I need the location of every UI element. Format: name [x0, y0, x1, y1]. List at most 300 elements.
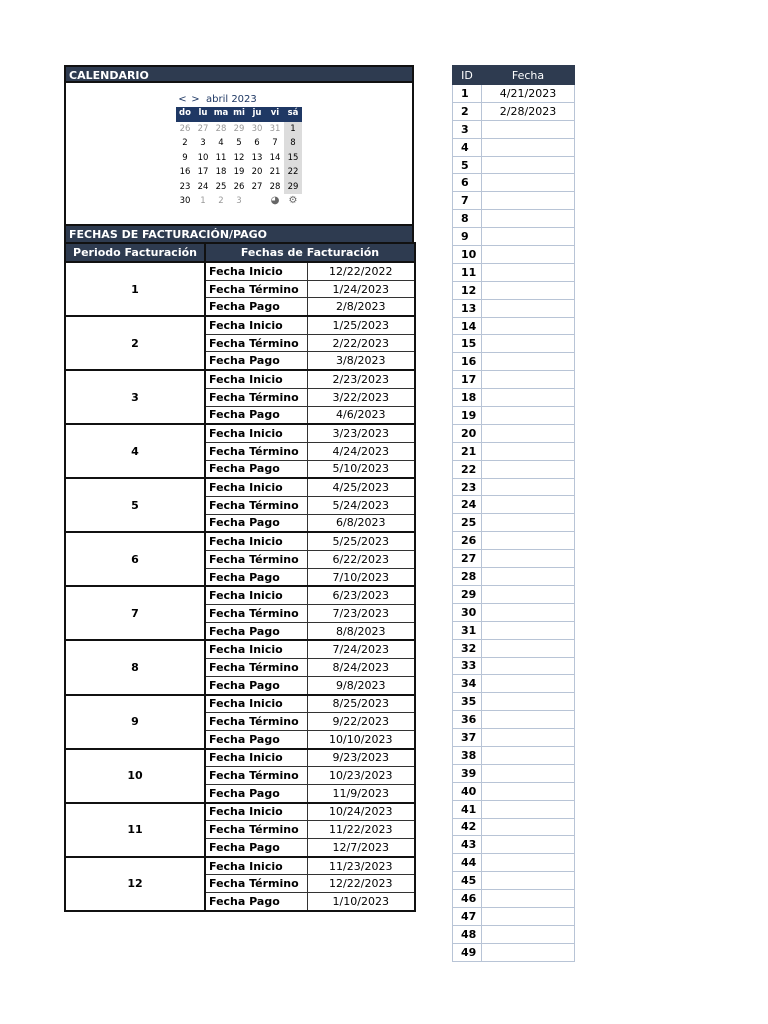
id-cell: 5	[453, 156, 482, 174]
billing-row	[65, 316, 415, 334]
date-type-label: Fecha Inicio	[205, 640, 307, 658]
id-row	[453, 478, 575, 496]
date-type-label: Fecha Pago	[205, 514, 307, 532]
fecha-cell[interactable]	[482, 854, 575, 872]
fecha-cell[interactable]	[482, 371, 575, 389]
date-type-label: Fecha Inicio	[205, 532, 307, 550]
fecha-cell[interactable]	[482, 782, 575, 800]
calendar-day[interactable]: 30	[179, 196, 191, 206]
id-row	[453, 138, 575, 156]
date-value[interactable]: 4/6/2023	[307, 406, 415, 424]
fecha-cell[interactable]	[482, 389, 575, 407]
date-type-label: Fecha Pago	[205, 893, 307, 911]
id-row	[453, 299, 575, 317]
fecha-cell[interactable]	[482, 246, 575, 264]
id-cell: 1	[453, 85, 482, 103]
calendar-day[interactable]: 1	[284, 122, 302, 137]
date-type-label: Fecha Pago	[205, 839, 307, 857]
weekday-header: mi	[230, 107, 248, 122]
fecha-cell[interactable]	[482, 872, 575, 890]
date-type-label: Fecha Pago	[205, 406, 307, 424]
date-type-label: Fecha Pago	[205, 784, 307, 802]
date-value[interactable]: 1/24/2023	[307, 280, 415, 298]
id-cell: 42	[453, 818, 482, 836]
id-cell: 13	[453, 299, 482, 317]
id-row	[453, 711, 575, 729]
date-type-label: Fecha Inicio	[205, 695, 307, 713]
id-row	[453, 907, 575, 925]
date-type-label: Fecha Inicio	[205, 586, 307, 604]
calendar-day[interactable]: 20	[251, 167, 263, 177]
id-row	[453, 800, 575, 818]
id-row	[453, 925, 575, 943]
id-row	[453, 693, 575, 711]
date-value[interactable]: 6/8/2023	[307, 514, 415, 532]
id-cell: 19	[453, 407, 482, 425]
date-type-label: Fecha Pago	[205, 730, 307, 748]
fecha-cell[interactable]	[482, 317, 575, 335]
calendar-day[interactable]: 16	[179, 167, 191, 177]
id-row	[453, 943, 575, 961]
calendar-day[interactable]: 28	[215, 123, 227, 134]
fecha-cell[interactable]	[482, 424, 575, 442]
calendar-day[interactable]: 1	[200, 196, 206, 206]
id-cell: 32	[453, 639, 482, 657]
id-cell: 38	[453, 746, 482, 764]
date-type-label: Fecha Término	[205, 767, 307, 785]
period-number: 10	[65, 749, 205, 803]
fecha-cell[interactable]	[482, 532, 575, 550]
date-value[interactable]: 7/23/2023	[307, 605, 415, 623]
id-cell: 9	[453, 228, 482, 246]
calendar-day[interactable]: 15	[284, 151, 302, 166]
period-number: 5	[65, 478, 205, 532]
date-type-label: Fecha Pago	[205, 352, 307, 370]
date-value[interactable]: 11/23/2023	[307, 857, 415, 875]
id-row	[453, 890, 575, 908]
id-row	[453, 603, 575, 621]
billing-row	[65, 640, 415, 658]
next-month-button[interactable]: >	[191, 94, 200, 105]
calendar-day[interactable]: 19	[233, 167, 245, 177]
clock-icon[interactable]: ◕	[270, 195, 280, 206]
id-row	[453, 514, 575, 532]
fecha-cell[interactable]	[482, 138, 575, 156]
date-value[interactable]: 1/25/2023	[307, 316, 415, 334]
id-cell: 25	[453, 514, 482, 532]
date-value[interactable]: 9/22/2023	[307, 713, 415, 731]
id-row	[453, 818, 575, 836]
fecha-cell[interactable]	[482, 228, 575, 246]
billing-table	[64, 242, 416, 912]
id-row	[453, 764, 575, 782]
calendar-day[interactable]: 24	[197, 181, 209, 192]
fecha-cell[interactable]	[482, 120, 575, 138]
date-value[interactable]: 10/10/2023	[307, 730, 415, 748]
id-row	[453, 389, 575, 407]
id-row	[453, 550, 575, 568]
fecha-cell[interactable]	[482, 603, 575, 621]
date-value[interactable]: 9/8/2023	[307, 676, 415, 694]
calendar-day[interactable]: 5	[236, 138, 242, 148]
id-row	[453, 120, 575, 138]
id-cell: 48	[453, 925, 482, 943]
date-type-label: Fecha Pago	[205, 460, 307, 478]
fecha-cell[interactable]	[482, 478, 575, 496]
calendar-day[interactable]: 10	[197, 152, 209, 163]
billing-row	[65, 532, 415, 550]
calendar-day[interactable]: 11	[215, 152, 227, 163]
date-type-label: Fecha Término	[205, 334, 307, 352]
calendar-day[interactable]: 29	[233, 123, 245, 134]
id-row	[453, 782, 575, 800]
billing-row	[65, 370, 415, 388]
period-number: 12	[65, 857, 205, 911]
period-number: 2	[65, 316, 205, 370]
date-type-label: Fecha Pago	[205, 298, 307, 316]
id-cell: 21	[453, 442, 482, 460]
period-column-header: Periodo Facturación	[65, 243, 205, 262]
date-value[interactable]: 4/25/2023	[307, 478, 415, 496]
fecha-cell[interactable]	[482, 442, 575, 460]
fecha-cell[interactable]	[482, 335, 575, 353]
date-value[interactable]: 2/23/2023	[307, 370, 415, 388]
calendar-day[interactable]: 21	[269, 167, 281, 177]
fecha-cell[interactable]	[482, 907, 575, 925]
fecha-cell[interactable]	[482, 639, 575, 657]
calendar-day[interactable]: 4	[218, 138, 224, 148]
calendar-day[interactable]: 25	[215, 181, 227, 192]
weekday-header: vi	[266, 107, 284, 122]
date-value[interactable]: 6/22/2023	[307, 551, 415, 569]
date-value[interactable]: 9/23/2023	[307, 749, 415, 767]
calendar-day[interactable]: 14	[269, 152, 281, 163]
id-row	[453, 210, 575, 228]
id-cell: 15	[453, 335, 482, 353]
date-type-label: Fecha Inicio	[205, 803, 307, 821]
id-cell: 2	[453, 102, 482, 120]
id-row	[453, 460, 575, 478]
id-row	[453, 335, 575, 353]
fecha-cell[interactable]	[482, 299, 575, 317]
id-cell: 26	[453, 532, 482, 550]
calendar-nav	[176, 93, 306, 107]
date-type-label: Fecha Término	[205, 551, 307, 569]
calendar-day[interactable]: 9	[182, 152, 188, 163]
date-value[interactable]: 2/22/2023	[307, 334, 415, 352]
id-cell: 10	[453, 246, 482, 264]
fecha-cell[interactable]	[482, 353, 575, 371]
calendar-day[interactable]: 26	[233, 181, 245, 192]
period-number: 4	[65, 424, 205, 478]
id-row	[453, 424, 575, 442]
date-type-label: Fecha Término	[205, 713, 307, 731]
id-row	[453, 836, 575, 854]
period-number: 11	[65, 803, 205, 857]
id-cell: 46	[453, 890, 482, 908]
date-type-label: Fecha Pago	[205, 568, 307, 586]
id-cell: 31	[453, 621, 482, 639]
id-row	[453, 156, 575, 174]
fecha-column-header: Fecha	[482, 66, 575, 85]
calendar-day[interactable]: 23	[179, 181, 191, 192]
billing-row	[65, 803, 415, 821]
calendar-day[interactable]: 27	[251, 181, 263, 192]
date-value[interactable]: 7/10/2023	[307, 568, 415, 586]
calendar-day[interactable]: 26	[179, 123, 191, 134]
date-type-label: Fecha Término	[205, 388, 307, 406]
id-cell: 11	[453, 263, 482, 281]
id-cell: 40	[453, 782, 482, 800]
fecha-cell[interactable]	[482, 746, 575, 764]
billing-row	[65, 695, 415, 713]
billing-row	[65, 262, 415, 280]
period-number: 3	[65, 370, 205, 424]
id-cell: 37	[453, 729, 482, 747]
fecha-cell[interactable]	[482, 621, 575, 639]
calendar-day[interactable]: 2	[218, 196, 224, 206]
id-cell: 28	[453, 568, 482, 586]
weekday-header: ma	[212, 107, 230, 122]
calendar-day[interactable]: 6	[254, 138, 260, 148]
id-cell: 16	[453, 353, 482, 371]
date-type-label: Fecha Término	[205, 496, 307, 514]
id-row	[453, 192, 575, 210]
fecha-cell[interactable]	[482, 192, 575, 210]
date-value[interactable]: 8/24/2023	[307, 659, 415, 677]
id-row	[453, 228, 575, 246]
id-row	[453, 746, 575, 764]
id-row	[453, 442, 575, 460]
id-row	[453, 353, 575, 371]
date-type-label: Fecha Pago	[205, 676, 307, 694]
fecha-cell[interactable]	[482, 263, 575, 281]
calendar-day[interactable]: 18	[215, 167, 227, 177]
fecha-cell[interactable]	[482, 836, 575, 854]
id-row	[453, 657, 575, 675]
fecha-cell[interactable]: 2/28/2023	[482, 102, 575, 120]
date-value[interactable]: 7/24/2023	[307, 640, 415, 658]
id-cell: 17	[453, 371, 482, 389]
billing-row	[65, 424, 415, 442]
period-number: 7	[65, 586, 205, 640]
fecha-cell[interactable]	[482, 550, 575, 568]
fecha-cell[interactable]	[482, 943, 575, 961]
fecha-cell[interactable]	[482, 281, 575, 299]
id-cell: 12	[453, 281, 482, 299]
date-type-label: Fecha Término	[205, 659, 307, 677]
date-type-label: Fecha Inicio	[205, 478, 307, 496]
gear-icon[interactable]: ⚙	[288, 195, 298, 206]
date-value[interactable]: 4/24/2023	[307, 442, 415, 460]
date-value[interactable]: 8/25/2023	[307, 695, 415, 713]
id-cell: 49	[453, 943, 482, 961]
id-row	[453, 532, 575, 550]
date-type-label: Fecha Inicio	[205, 370, 307, 388]
period-number: 1	[65, 262, 205, 316]
fecha-cell[interactable]	[482, 496, 575, 514]
fecha-cell[interactable]	[482, 407, 575, 425]
calendar-grid	[176, 107, 306, 209]
date-value[interactable]: 10/23/2023	[307, 767, 415, 785]
id-cell: 22	[453, 460, 482, 478]
date-value[interactable]: 1/10/2023	[307, 893, 415, 911]
id-row	[453, 585, 575, 603]
date-value[interactable]: 12/22/2023	[307, 875, 415, 893]
date-value[interactable]: 12/22/2022	[307, 262, 415, 280]
fecha-cell[interactable]: 4/21/2023	[482, 85, 575, 103]
date-value[interactable]: 12/7/2023	[307, 839, 415, 857]
fecha-cell[interactable]	[482, 675, 575, 693]
id-row	[453, 281, 575, 299]
date-type-label: Fecha Inicio	[205, 316, 307, 334]
billing-row	[65, 857, 415, 875]
billing-row	[65, 749, 415, 767]
fecha-cell[interactable]	[482, 711, 575, 729]
calendar-day[interactable]: 13	[251, 152, 263, 163]
date-value[interactable]: 5/25/2023	[307, 532, 415, 550]
fecha-cell[interactable]	[482, 729, 575, 747]
id-row	[453, 854, 575, 872]
billing-header-row	[65, 243, 415, 262]
calendar-day[interactable]: 12	[233, 152, 245, 163]
date-value[interactable]: 5/10/2023	[307, 460, 415, 478]
id-row	[453, 872, 575, 890]
calendar-day[interactable]: 29	[284, 180, 302, 195]
prev-month-button[interactable]: <	[178, 94, 187, 105]
weekday-header: lu	[194, 107, 212, 122]
fecha-cell[interactable]	[482, 818, 575, 836]
weekday-header: ju	[248, 107, 266, 122]
dates-column-header: Fechas de Facturación	[205, 243, 415, 262]
date-value[interactable]: 3/8/2023	[307, 352, 415, 370]
id-row	[453, 317, 575, 335]
id-cell: 33	[453, 657, 482, 675]
id-header-row	[453, 66, 575, 85]
id-row	[453, 496, 575, 514]
id-cell: 18	[453, 389, 482, 407]
fecha-cell[interactable]	[482, 693, 575, 711]
calendar-month-label[interactable]: abril 2023	[206, 94, 257, 105]
calendar-section-title: CALENDARIO	[64, 65, 414, 83]
calendar-day[interactable]: 3	[236, 196, 242, 206]
weekday-header: do	[176, 107, 194, 122]
id-cell: 35	[453, 693, 482, 711]
id-row	[453, 246, 575, 264]
date-type-label: Fecha Inicio	[205, 424, 307, 442]
calendar-day[interactable]: 17	[197, 167, 209, 177]
calendar-day[interactable]: 8	[284, 136, 302, 151]
date-value[interactable]: 2/8/2023	[307, 298, 415, 316]
id-cell: 7	[453, 192, 482, 210]
calendar-day[interactable]: 3	[200, 138, 206, 148]
fecha-cell[interactable]	[482, 800, 575, 818]
date-type-label: Fecha Término	[205, 605, 307, 623]
id-row	[453, 621, 575, 639]
fecha-cell[interactable]	[482, 568, 575, 586]
billing-row	[65, 478, 415, 496]
calendar-empty-cell	[248, 194, 266, 209]
id-row	[453, 85, 575, 103]
id-cell: 8	[453, 210, 482, 228]
fecha-cell[interactable]	[482, 210, 575, 228]
date-type-label: Fecha Inicio	[205, 262, 307, 280]
id-row	[453, 568, 575, 586]
date-type-label: Fecha Término	[205, 442, 307, 460]
date-value[interactable]: 10/24/2023	[307, 803, 415, 821]
date-value[interactable]: 3/22/2023	[307, 388, 415, 406]
calendar-day[interactable]: 30	[251, 123, 263, 134]
calendar-box	[64, 83, 414, 224]
calendar-day[interactable]: 22	[284, 165, 302, 180]
date-value[interactable]: 6/23/2023	[307, 586, 415, 604]
period-number: 6	[65, 532, 205, 586]
id-cell: 44	[453, 854, 482, 872]
id-row	[453, 102, 575, 120]
billing-section-title: FECHAS DE FACTURACIÓN/PAGO	[64, 224, 414, 242]
id-cell: 47	[453, 907, 482, 925]
id-cell: 3	[453, 120, 482, 138]
calendar-day[interactable]: 31	[269, 123, 281, 134]
id-cell: 14	[453, 317, 482, 335]
id-cell: 36	[453, 711, 482, 729]
fecha-cell[interactable]	[482, 174, 575, 192]
calendar-day[interactable]: 7	[272, 138, 278, 148]
fecha-cell[interactable]	[482, 890, 575, 908]
calendar-day[interactable]: 2	[182, 138, 188, 148]
period-number: 8	[65, 640, 205, 694]
weekday-header: sá	[284, 107, 302, 122]
calendar-day[interactable]: 27	[197, 123, 209, 134]
id-cell: 4	[453, 138, 482, 156]
fecha-cell[interactable]	[482, 764, 575, 782]
date-value[interactable]: 8/8/2023	[307, 622, 415, 640]
id-cell: 45	[453, 872, 482, 890]
id-cell: 43	[453, 836, 482, 854]
date-type-label: Fecha Término	[205, 280, 307, 298]
id-table	[452, 65, 575, 962]
fecha-cell[interactable]	[482, 156, 575, 174]
date-value[interactable]: 11/22/2023	[307, 821, 415, 839]
date-type-label: Fecha Pago	[205, 622, 307, 640]
id-cell: 34	[453, 675, 482, 693]
id-row	[453, 371, 575, 389]
id-cell: 20	[453, 424, 482, 442]
fecha-cell[interactable]	[482, 585, 575, 603]
id-row	[453, 729, 575, 747]
date-value[interactable]: 5/24/2023	[307, 496, 415, 514]
mini-calendar	[176, 93, 306, 209]
billing-row	[65, 586, 415, 604]
calendar-day[interactable]: 28	[269, 181, 281, 192]
fecha-cell[interactable]	[482, 657, 575, 675]
date-type-label: Fecha Término	[205, 875, 307, 893]
id-cell: 24	[453, 496, 482, 514]
fecha-cell[interactable]	[482, 460, 575, 478]
date-type-label: Fecha Inicio	[205, 749, 307, 767]
fecha-cell[interactable]	[482, 514, 575, 532]
id-row	[453, 675, 575, 693]
id-cell: 39	[453, 764, 482, 782]
id-cell: 23	[453, 478, 482, 496]
id-cell: 30	[453, 603, 482, 621]
date-value[interactable]: 11/9/2023	[307, 784, 415, 802]
id-cell: 29	[453, 585, 482, 603]
id-cell: 41	[453, 800, 482, 818]
fecha-cell[interactable]	[482, 925, 575, 943]
date-value[interactable]: 3/23/2023	[307, 424, 415, 442]
id-row	[453, 263, 575, 281]
